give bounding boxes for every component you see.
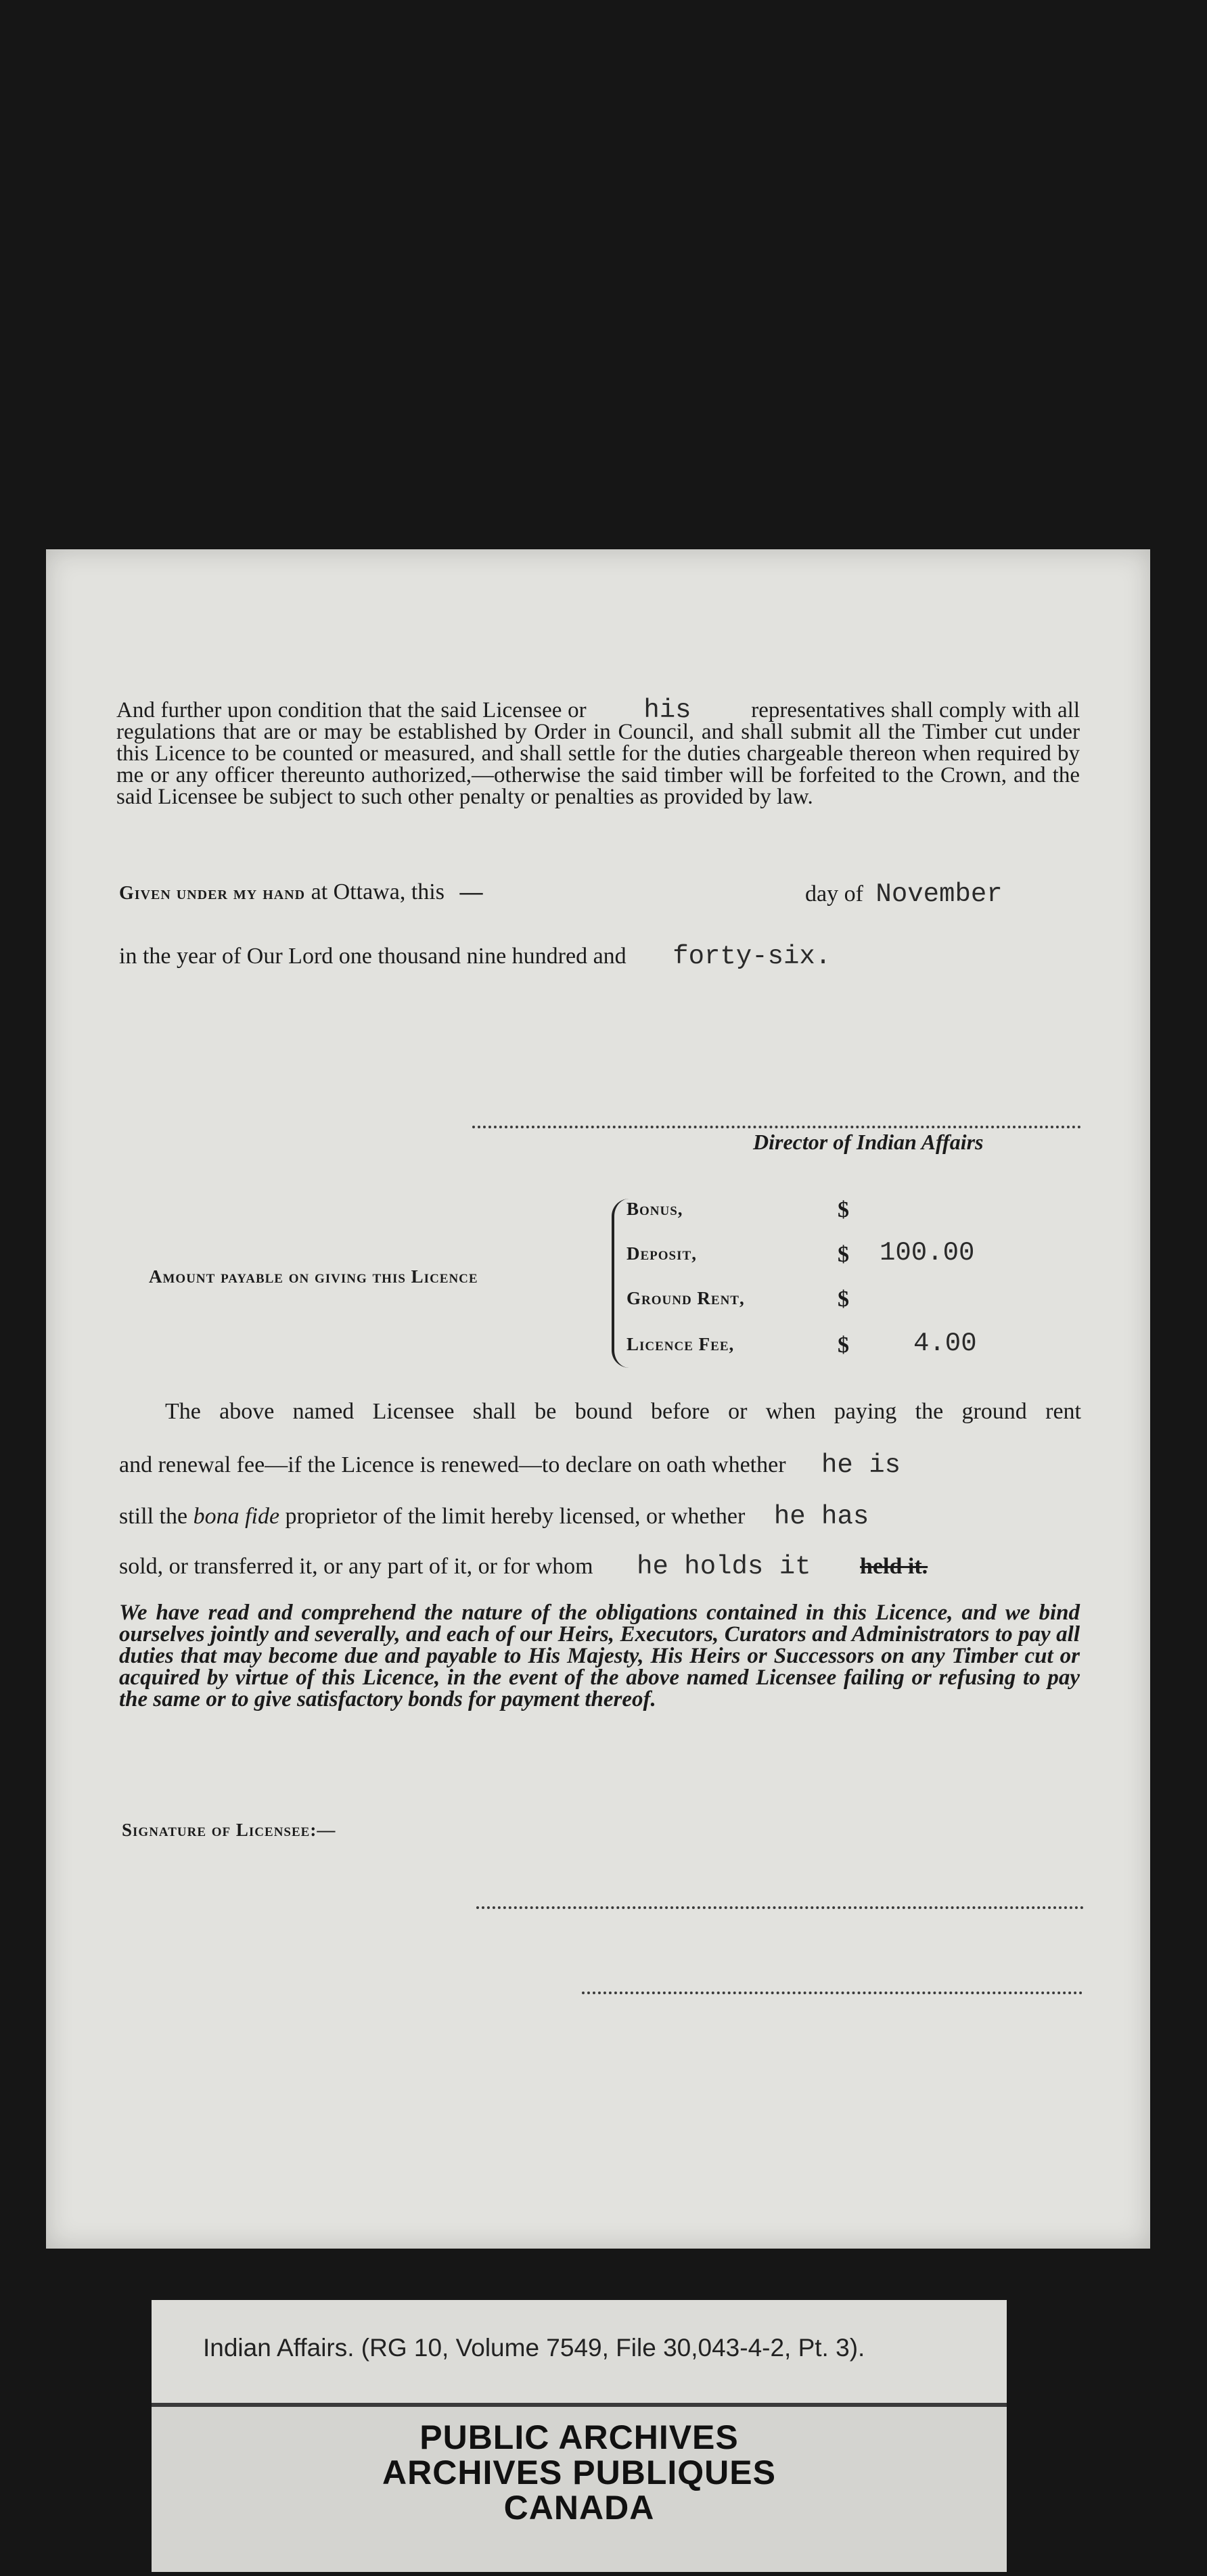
deposit-label: Deposit, [627,1243,697,1264]
renewal-fill-he-is: he is [821,1450,901,1480]
given-prefix: Given under my hand [119,883,306,904]
deposit-currency: $ [838,1242,849,1267]
struck-held-it: held it. [860,1554,928,1579]
bonus-currency: $ [838,1197,849,1222]
renewal-line-4 [119,1552,928,1582]
amounts-heading: Amount payable on giving this Licence [149,1266,478,1287]
ground-rent-currency: $ [838,1287,849,1312]
bonus-label: Bonus, [627,1199,683,1219]
deposit-value: 100.00 [880,1238,975,1268]
day-of-label: day of [805,881,863,906]
year-text: in the year of Our Lord one thousand nine hundred and [119,944,627,969]
licence-page [46,549,1150,2249]
director-title: Director of Indian Affairs [753,1130,984,1154]
bona-fide-term: bona fide [193,1504,280,1529]
renewal-fill-he-holds-it: he holds it [637,1552,811,1582]
ground-rent-label: Ground Rent, [627,1288,745,1308]
stamp-line-english: PUBLIC ARCHIVES [419,2418,739,2456]
licence-fee-label: Licence Fee, [627,1334,735,1354]
year-value: forty-six. [673,942,832,971]
stamp-line-canada: CANADA [503,2489,655,2527]
renewal-line-3 [119,1502,869,1532]
condition-text-rest: representatives shall comply with all regulations that are or may be established by Order in Council, and shall submit all the Timber cut under this Licence to be counted or measured, and shall settle for the duties chargeable thereon when required by me or any officer thereunto authorized,—otherwise the said timber will be forfeited to the Crown, and the said Licensee be subject to such other penalty or penalties as provided by law. [116,698,1080,809]
licence-fee-value: 4.00 [913,1329,977,1358]
filled-pronoun: his [643,695,691,725]
obligation-paragraph: We have read and comprehend the nature of the obligations contained in this Licence, and we bind ourselves jointly and severally, and each of our Heirs, Executors, Curators and Administrators to pay all duties that may become due and payable to His Majesty, His Heirs or Successors on any Timber cut or acquired by virtue of this Licence, in the event of the above named Licensee failing or refusing to pay the same or to give satisfactory bonds for payment thereof. [119,1601,1080,1711]
licensee-signature-line-2 [582,1992,1083,1994]
condition-paragraph [116,695,1080,809]
renewal-line-1: The above named Licensee shall be bound before or when paying the ground rent [165,1399,1081,1424]
renewal-fill-he-has: he has [773,1502,869,1532]
licence-fee-currency: $ [838,1333,849,1358]
renewal-line-2-text: and renewal fee—if the Licence is renewed—to declare on oath whether [119,1452,786,1477]
signature-label: Signature of Licensee:— [122,1820,336,1840]
year-line [119,942,831,971]
given-line [119,879,482,905]
licensee-signature-line-1 [476,1906,1084,1909]
renewal-line-2 [119,1450,901,1480]
day-of-line [805,879,1003,909]
archives-stamp [152,2403,1007,2572]
stamp-line-french: ARCHIVES PUBLIQUES [382,2454,776,2491]
renewal-line-3-start: still the [119,1504,188,1529]
director-signature-line [472,1126,1081,1128]
renewal-line-3-end: proprietor of the limit hereby licensed, or whether [285,1504,746,1529]
month-value: November [875,879,1003,909]
renewal-line-4-text: sold, or transferred it, or any part of it, or for whom [119,1554,593,1579]
day-blank: — [459,879,483,904]
condition-text-start: And further upon condition that the said Licensee or [116,698,587,722]
given-place: at Ottawa, this [311,879,445,904]
archive-label [152,2300,1007,2571]
archive-reference: Indian Affairs. (RG 10, Volume 7549, File 30,043-4-2, Pt. 3). [203,2334,865,2362]
